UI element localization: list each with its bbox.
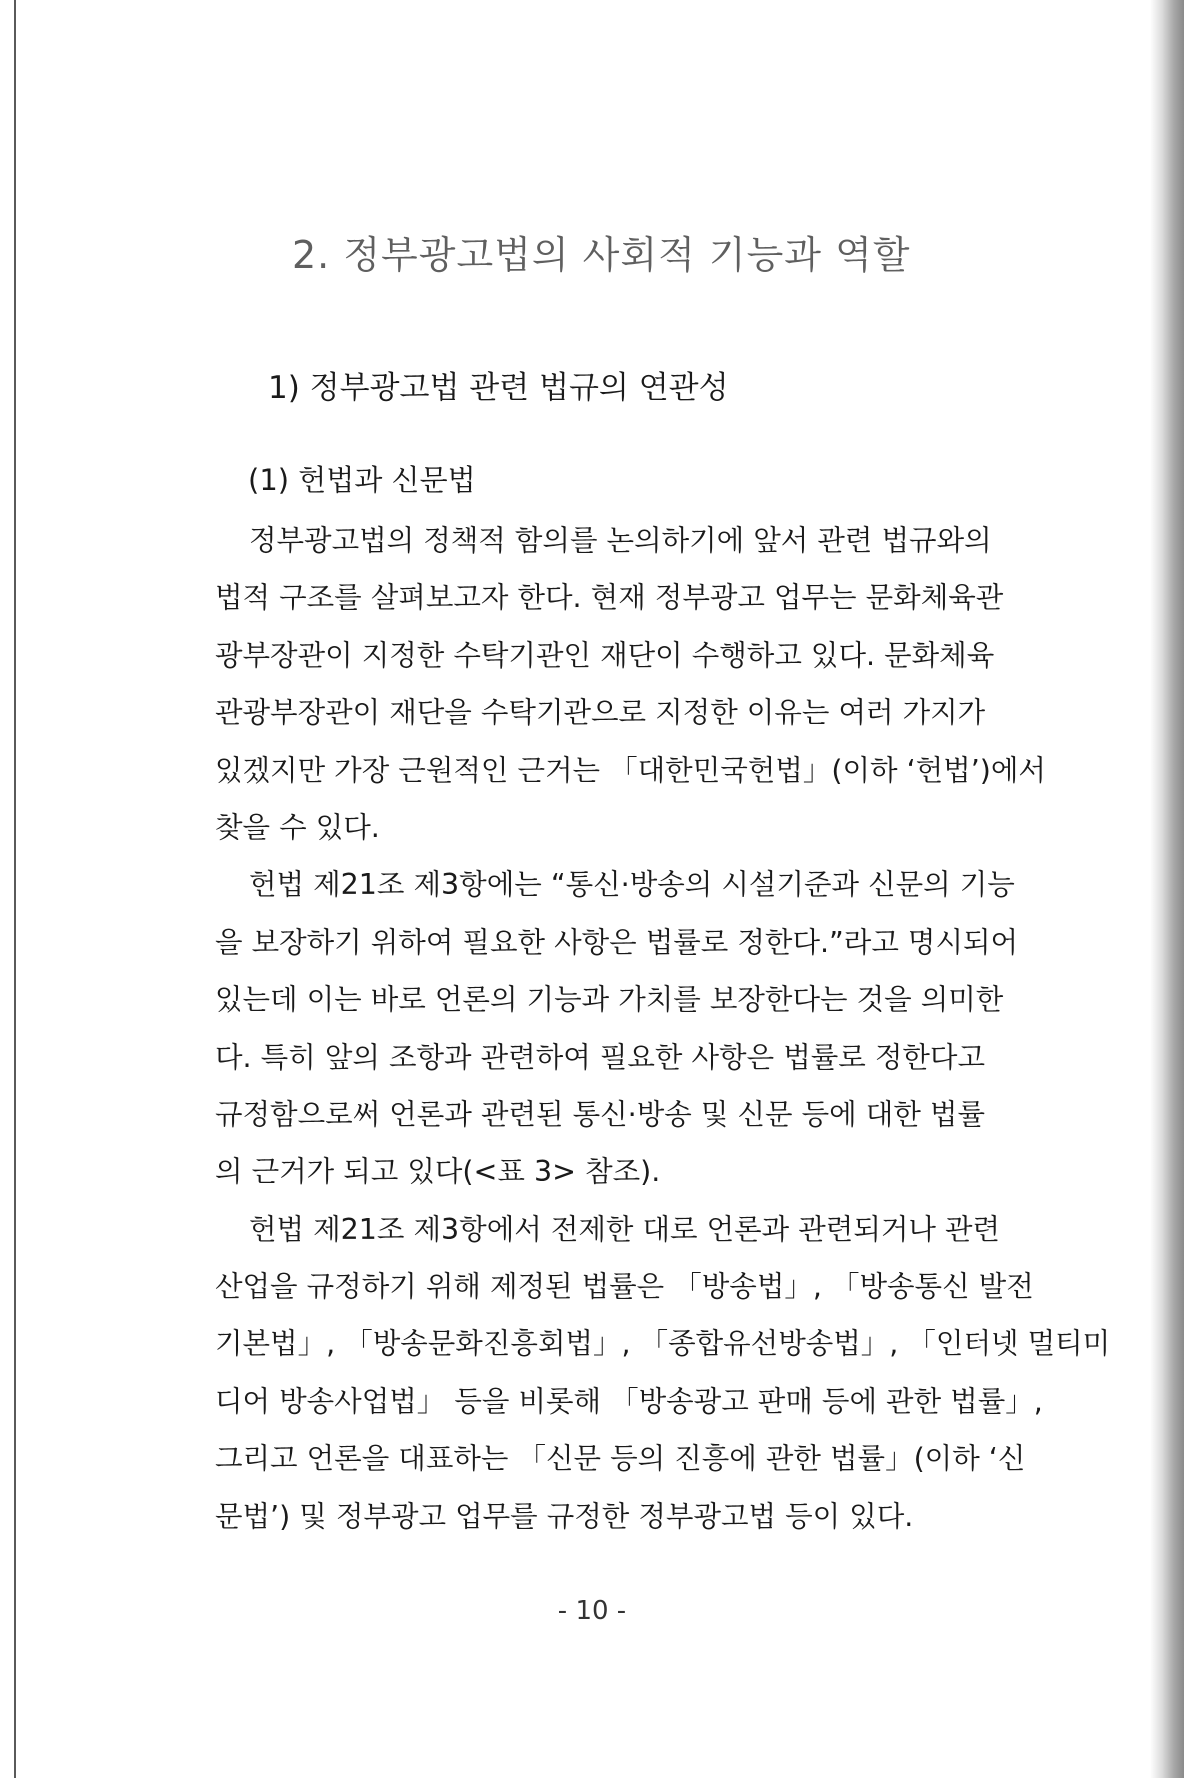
paragraph-line: 의 근거가 되고 있다(<표 3> 참조).: [215, 1155, 661, 1189]
paragraph-line: 그리고 언론을 대표하는 「신문 등의 진흥에 관한 법률」(이하 ‘신: [215, 1442, 1026, 1476]
paragraph-line: 정부광고법의 정책적 함의를 논의하기에 앞서 관련 법규와의: [249, 524, 992, 557]
paragraph-line: 산업을 규정하기 위해 제정된 법률은 「방송법」, 「방송통신 발전: [215, 1270, 1034, 1304]
paragraph-line: 있겠지만 가장 근원적인 근거는 「대한민국헌법」(이하 ‘헌법’)에서: [215, 753, 1046, 787]
paragraph-line: 있는데 이는 바로 언론의 기능과 가치를 보장한다는 것을 의미한: [215, 983, 1004, 1017]
section-title: 2. 정부광고법의 사회적 기능과 역할: [292, 233, 911, 277]
paragraph-3: [215, 1201, 1111, 1545]
paragraph-2: [215, 856, 1019, 1200]
subsection-title: 1) 정부광고법 관련 법규의 연관성: [268, 370, 729, 406]
subsubsection-title: (1) 헌법과 신문법: [248, 463, 476, 497]
paragraph-line: 헌법 제21조 제3항에서 전제한 대로 언론과 관련되거나 관련: [249, 1212, 1001, 1246]
paragraph-line: 디어 방송사업법」 등을 비롯해 「방송광고 판매 등에 관한 법률」,: [215, 1384, 1043, 1418]
paragraph-line: 을 보장하기 위하여 필요한 사항은 법률로 정한다.”라고 명시되어: [215, 925, 1019, 959]
paragraph-line: 찾을 수 있다.: [215, 810, 380, 844]
paragraph-line: 기본법」, 「방송문화진흥회법」, 「종합유선방송법」, 「인터넷 멀티미: [215, 1327, 1111, 1361]
paragraph-line: 법적 구조를 살펴보고자 한다. 현재 정부광고 업무는 문화체육관: [215, 581, 1004, 615]
paragraph-line: 헌법 제21조 제3항에는 “통신·방송의 시설기준과 신문의 기능: [249, 868, 1015, 902]
body-text: [215, 512, 1111, 1545]
paragraph-line: 광부장관이 지정한 수탁기관인 재단이 수행하고 있다. 문화체육: [215, 638, 995, 672]
paragraph-line: 규정함으로써 언론과 관련된 통신·방송 및 신문 등에 대한 법률: [215, 1097, 985, 1131]
paragraph-line: 문법’) 및 정부광고 업무를 규정한 정부광고법 등이 있다.: [215, 1499, 914, 1533]
page-right-shadow: [1150, 0, 1184, 1778]
page-number: - 10 -: [557, 1596, 627, 1626]
paragraph-1: [215, 512, 1046, 856]
paragraph-line: 다. 특히 앞의 조항과 관련하여 필요한 사항은 법률로 정한다고: [215, 1040, 985, 1074]
paragraph-line: 관광부장관이 재단을 수탁기관으로 지정한 이유는 여러 가지가: [215, 696, 986, 730]
